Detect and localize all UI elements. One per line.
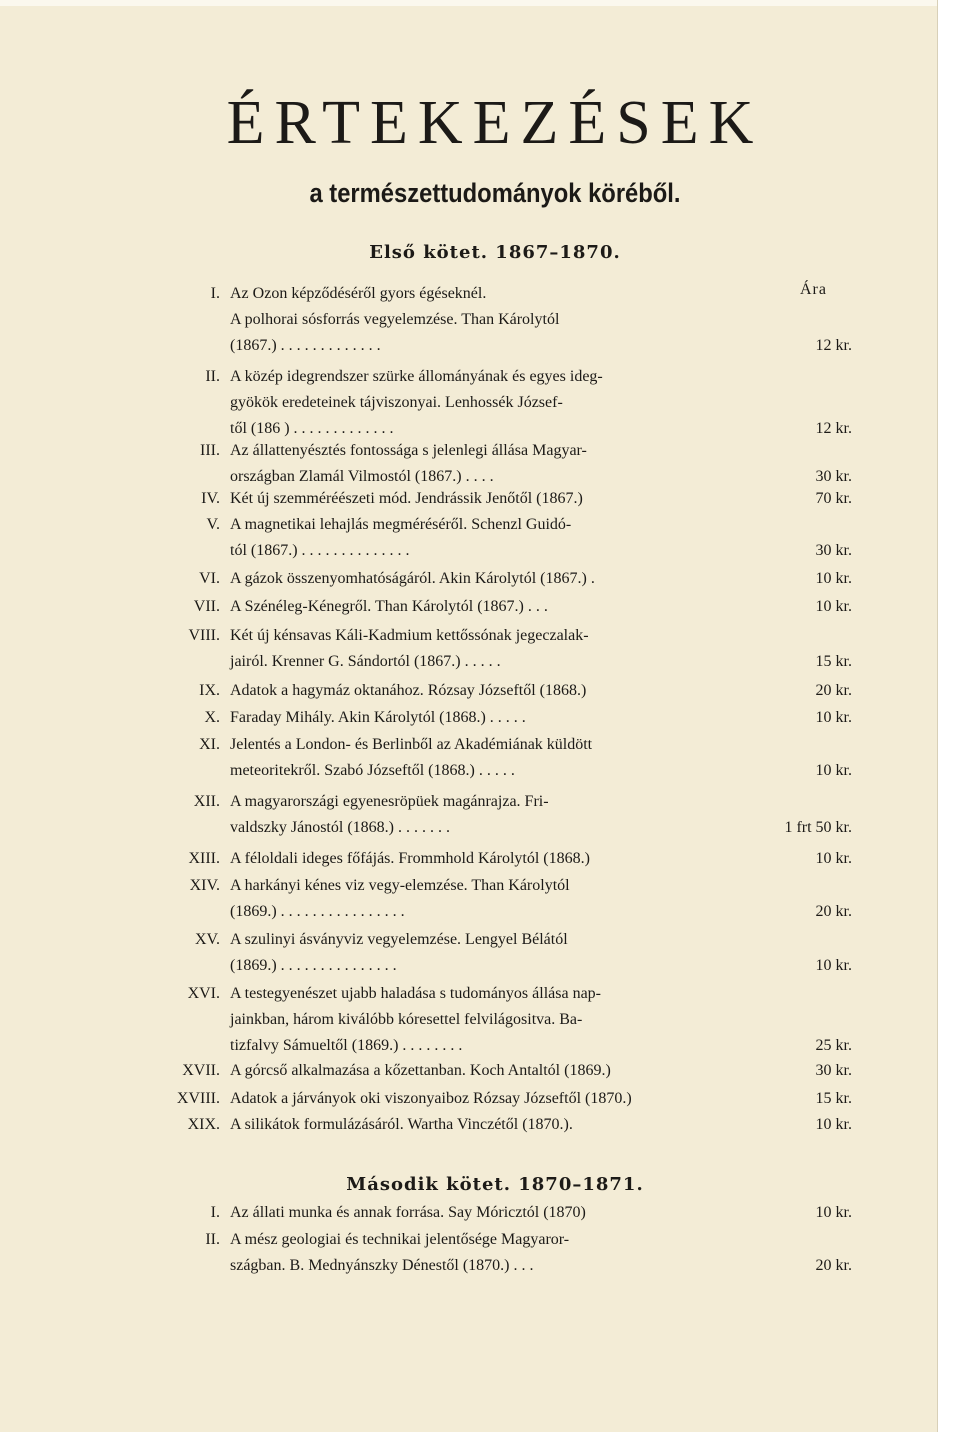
entry-text [230, 438, 730, 490]
entry-price: 1 frt 50 kr. [784, 819, 852, 836]
entry-line: A mész geologiai és technikai jelentősége Magyaror- [230, 1231, 570, 1248]
entry-price: 20 kr. [815, 682, 852, 699]
entry-text [230, 927, 730, 979]
entry-number: II. [205, 1231, 220, 1248]
page-title: ÉRTEKEZÉSEK [226, 89, 764, 157]
entry-text [230, 594, 730, 620]
entry-number: X. [204, 709, 220, 726]
entry-line: gyökök eredeteinek tájviszonyai. Lenhossék József- [230, 394, 563, 411]
entry-line: Az állattenyésztés fontossága s jelenlegi állása Magyar- [230, 442, 587, 459]
entry-text [230, 281, 730, 359]
entry-line: A górcső alkalmazása a kőzettanban. Koch Antaltól (1869.) [230, 1062, 611, 1079]
entry-price: 10 kr. [815, 598, 852, 615]
entry-text [230, 705, 730, 731]
entry-text [230, 1112, 730, 1138]
entry-price: 10 kr. [815, 709, 852, 726]
entry-text [230, 789, 730, 841]
entry-line: országban Zlamál Vilmostól (1867.) . . . . [230, 468, 494, 485]
entry-line: A féloldali ideges főfájás. Frommhold Károlytól (1868.) [230, 850, 590, 867]
entry-text [230, 486, 730, 512]
page-right-edge [937, 0, 960, 1432]
entry-number: XIV. [189, 877, 220, 894]
entry-line: A magyarországi egyenesröpüek magánrajza. Fri- [230, 793, 549, 810]
entry-line: A szulinyi ásványviz vegyelemzése. Lengyel Bélától [230, 931, 568, 948]
entry-text [230, 678, 730, 704]
entry-text [230, 846, 730, 872]
entry-line: szágban. B. Mednyánszky Dénestől (1870.) . . . [230, 1257, 534, 1274]
entry-number: XVII. [182, 1062, 220, 1079]
entry-text [230, 1086, 730, 1112]
entry-price: 10 kr. [815, 957, 852, 974]
entry-price: 15 kr. [815, 653, 852, 670]
entry-number: XII. [193, 793, 220, 810]
price-column-label: Ára [800, 281, 827, 298]
entry-number: XVIII. [176, 1090, 220, 1107]
entry-line: Az állati munka és annak forrása. Say Móricztól (1870) [230, 1204, 586, 1221]
entry-line: jairól. Krenner G. Sándortól (1867.) . . . . . [230, 653, 501, 670]
entry-line: A harkányi kénes viz vegy-elemzése. Than Károlytól [230, 877, 570, 894]
entry-text [230, 512, 730, 564]
entry-number: V. [206, 516, 220, 533]
entry-line: A testegyenészet ujabb haladása s tudományos állása nap- [230, 985, 601, 1002]
entry-number: VI. [199, 570, 220, 587]
entry-line: Adatok a hagymáz oktanához. Rózsay Józseftől (1868.) [230, 682, 587, 699]
entry-text [230, 873, 730, 925]
entry-price: 15 kr. [815, 1090, 852, 1107]
entry-line: (1869.) . . . . . . . . . . . . . . . . [230, 903, 405, 920]
entry-number: XIII. [188, 850, 220, 867]
entry-line: Faraday Mihály. Akin Károlytól (1868.) . . . . . [230, 709, 526, 726]
entry-line: Jelentés a London- és Berlinből az Akadémiának küldött [230, 736, 593, 753]
entry-price: 25 kr. [815, 1037, 852, 1054]
page-top-edge [0, 0, 938, 6]
entry-line: A Szénéleg-Kénegről. Than Károlytól (1867.) . . . [230, 598, 548, 615]
entry-text [230, 566, 730, 592]
entry-price: 30 kr. [815, 542, 852, 559]
entry-line: meteoritekről. Szabó Józseftől (1868.) . . . . . [230, 762, 515, 779]
entry-text [230, 1227, 730, 1279]
entry-number: XIX. [187, 1116, 220, 1133]
entry-number: XV. [194, 931, 220, 948]
entry-number: XVI. [187, 985, 220, 1002]
entry-price: 20 kr. [815, 1257, 852, 1274]
entry-text [230, 1200, 730, 1226]
entry-number: III. [200, 442, 220, 459]
entry-line: A magnetikai lehajlás megméréséről. Schenzl Guidó- [230, 516, 572, 533]
entry-line: (1867.) . . . . . . . . . . . . . [230, 337, 381, 354]
page-subtitle: a természettudományok köréből. [309, 178, 681, 208]
entry-text [230, 1058, 730, 1084]
entry-price: 10 kr. [815, 570, 852, 587]
entry-line: A közép idegrendszer szürke állományának és egyes ideg- [230, 368, 603, 385]
entry-line: Adatok a járványok oki viszonyaiboz Rózsay Józseftől (1870.) [230, 1090, 632, 1107]
entry-price: 12 kr. [815, 337, 852, 354]
entry-line: jainkban, három kiválóbb kóresettel felvilágositva. Ba- [230, 1011, 583, 1028]
entry-text [230, 981, 730, 1059]
entry-number: I. [210, 1204, 220, 1221]
entry-number: XI. [199, 736, 220, 753]
entry-line: Két új szemméréészeti mód. Jendrássik Jenőtől (1867.) [230, 490, 583, 507]
entry-price: 10 kr. [815, 1204, 852, 1221]
entry-price: 10 kr. [815, 1116, 852, 1133]
entry-number: I. [210, 285, 220, 302]
entry-price: 30 kr. [815, 1062, 852, 1079]
entry-price: 20 kr. [815, 903, 852, 920]
volume-1-heading: Első kötet. 1867–1870. [369, 242, 621, 263]
entry-price: 70 kr. [815, 490, 852, 507]
entry-number: II. [205, 368, 220, 385]
entry-line: Két új kénsavas Káli-Kadmium kettőssónak jegeczalak- [230, 627, 589, 644]
entry-text [230, 623, 730, 675]
entry-number: IX. [199, 682, 220, 699]
entry-line: A gázok összenyomhatóságáról. Akin Károlytól (1867.) . [230, 570, 595, 587]
entry-line: től (186 ) . . . . . . . . . . . . . [230, 420, 394, 437]
entry-price: 30 kr. [815, 468, 852, 485]
entry-number: IV. [201, 490, 220, 507]
entry-price: 10 kr. [815, 850, 852, 867]
entry-line: A polhorai sósforrás vegyelemzése. Than Károlytól [230, 311, 560, 328]
entry-price: 12 kr. [815, 420, 852, 437]
entry-number: VIII. [188, 627, 220, 644]
volume-2-heading: Második kötet. 1870–1871. [346, 1174, 644, 1195]
entry-text [230, 732, 730, 784]
entry-line: Az Ozon képződéséről gyors égéseknél. [230, 285, 487, 302]
entry-price: 10 kr. [815, 762, 852, 779]
entry-line: valdszky Jánostól (1868.) . . . . . . . [230, 819, 450, 836]
entry-line: tizfalvy Sámueltől (1869.) . . . . . . . . [230, 1037, 463, 1054]
entry-line: tól (1867.) . . . . . . . . . . . . . . [230, 542, 410, 559]
entry-text [230, 364, 730, 442]
entry-line: A silikátok formulázásáról. Wartha Vinczétől (1870.). [230, 1116, 573, 1133]
entry-line: (1869.) . . . . . . . . . . . . . . . [230, 957, 397, 974]
entry-number: VII. [193, 598, 220, 615]
